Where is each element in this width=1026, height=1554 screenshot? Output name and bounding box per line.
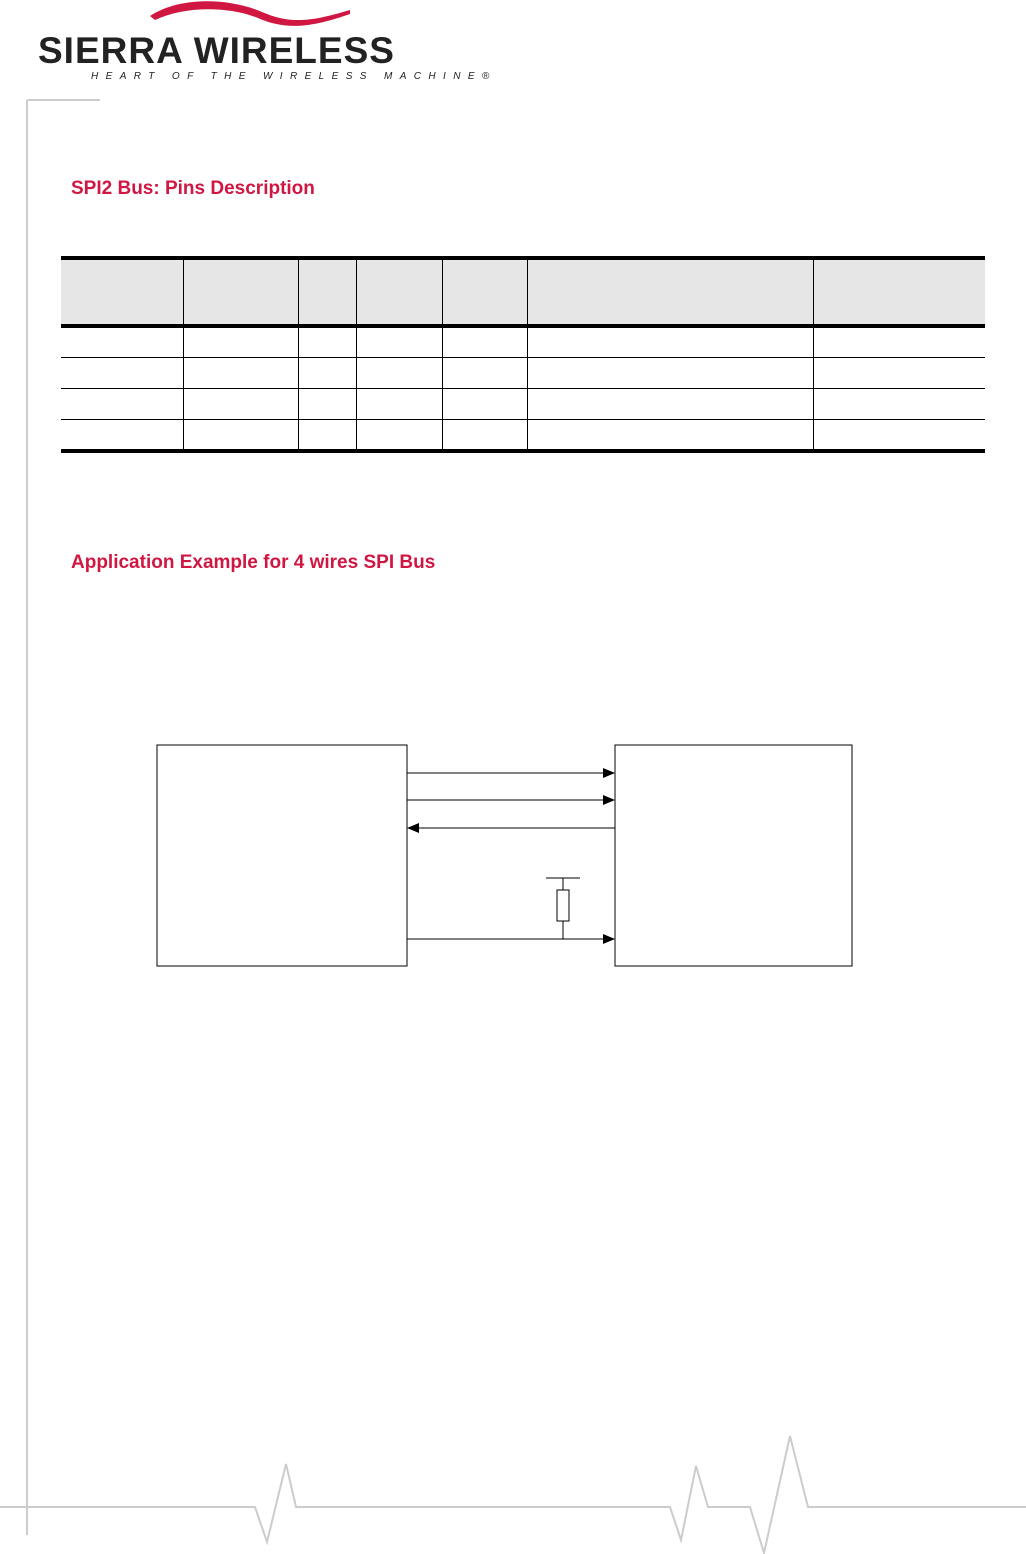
table-cell: [298, 357, 356, 388]
table-cell: [356, 420, 442, 451]
logo-wordmark: SIERRA WIRELESS: [38, 30, 395, 71]
table-cell: [298, 420, 356, 451]
diagram-heading: Application Example for 4 wires SPI Bus: [71, 552, 436, 573]
table-cell: [527, 420, 813, 451]
table-row: [61, 326, 985, 357]
table-cell: [356, 357, 442, 388]
table-cell: [183, 389, 298, 420]
table-header-cell: [527, 258, 813, 326]
table-cell: [813, 389, 985, 420]
table-row: [61, 420, 985, 451]
table-cell: [442, 420, 527, 451]
table-cell: [183, 420, 298, 451]
table-cell: [442, 389, 527, 420]
table-row: [61, 357, 985, 388]
table-cell: [61, 357, 183, 388]
table-header-cell: [298, 258, 356, 326]
table-cell: [356, 326, 442, 357]
table-cell: [356, 389, 442, 420]
slave-block: [615, 745, 852, 966]
table-cell: [61, 326, 183, 357]
spi-wiring-diagram: [150, 735, 860, 975]
footer-heartbeat-line: [0, 1420, 1026, 1554]
table-cell: [442, 326, 527, 357]
table-header-cell: [356, 258, 442, 326]
table-cell: [183, 326, 298, 357]
table-cell: [298, 389, 356, 420]
sierra-wireless-logo: [0, 0, 497, 100]
table-header-cell: [442, 258, 527, 326]
table-header-cell: [813, 258, 985, 326]
table-header-row: [61, 258, 985, 326]
table-cell: [298, 326, 356, 357]
table-cell: [527, 326, 813, 357]
table-heading: SPI2 Bus: Pins Description: [71, 178, 315, 199]
logo-tagline: HEART OF THE WIRELESS MACHINE®: [91, 71, 497, 82]
master-block: [157, 745, 407, 966]
table-cell: [813, 357, 985, 388]
table-header-cell: [183, 258, 298, 326]
table-cell: [813, 420, 985, 451]
table-cell: [527, 389, 813, 420]
table-cell: [183, 357, 298, 388]
table-row: [61, 389, 985, 420]
table-cell: [527, 357, 813, 388]
table-cell: [61, 420, 183, 451]
table-cell: [61, 389, 183, 420]
page-frame: [0, 0, 110, 1554]
pull-up-resistor: [546, 878, 580, 939]
table-cell: [813, 326, 985, 357]
table-cell: [442, 357, 527, 388]
table-header-cell: [61, 258, 183, 326]
pin-description-table: [61, 256, 985, 453]
